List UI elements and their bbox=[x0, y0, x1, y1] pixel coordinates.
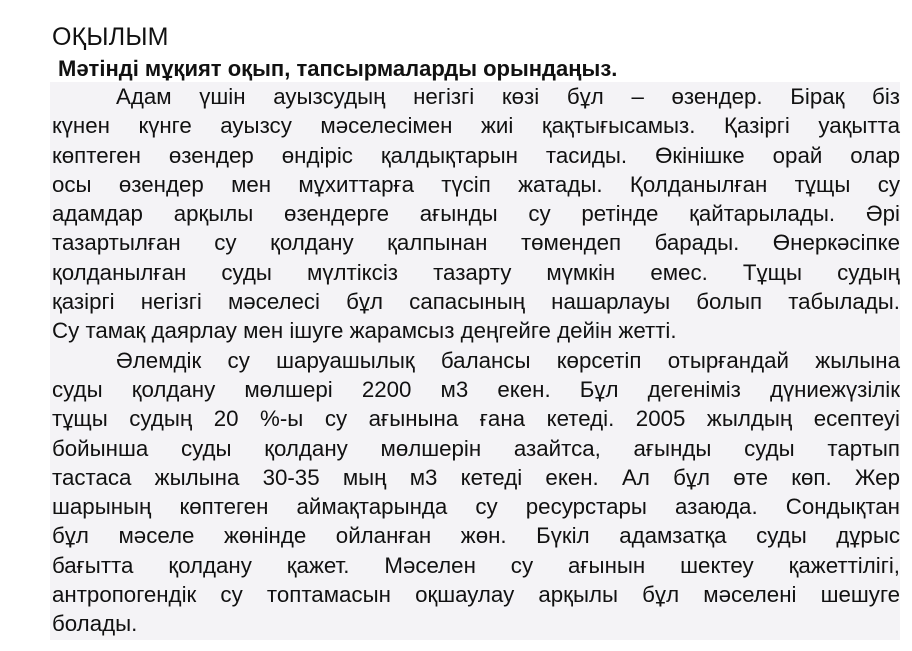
instruction-text: Мәтінді мұқият оқып, тапсырмаларды орындаңыз. bbox=[58, 56, 618, 81]
text-line: бағытта қолдану қажет. Мәселен су ағынын шектеу қажеттілігі, bbox=[52, 552, 900, 578]
page-title: ОҚЫЛЫМ bbox=[52, 23, 169, 51]
text-line: көптеген өзендер өндіріс қалдықтарын тасиды. Өкінішке орай олар bbox=[52, 142, 900, 168]
text-line: осы өзендер мен мұхиттарға түсіп жатады. Қолданылған тұщы су bbox=[52, 171, 900, 197]
text-line: Адам үшін ауызсудың негізгі көзі бұл – өзендер. Бірақ біз bbox=[116, 84, 900, 109]
paragraph-2 bbox=[50, 346, 900, 639]
text-line: Әлемдік су шаруашылық балансы көрсетіп отырғандай жылына bbox=[116, 347, 900, 373]
text-line: қазіргі негізгі мәселесі бұл сапасының нашарлауы болып табылады. bbox=[52, 289, 900, 315]
text-line: қолданылған суды мүлтіксіз тазарту мүмкін емес. Тұщы судың bbox=[52, 259, 900, 285]
text-line: адамдар арқылы өзендерге ағынды су ретінде қайтарылады. Әрі bbox=[52, 201, 900, 227]
text-line: бойынша суды қолдану мөлшерін азайтса, ағынды суды тартып bbox=[52, 435, 900, 461]
text-line: болады. bbox=[52, 611, 138, 637]
text-line: тастаса жылына 30-35 мың м3 кетеді екен. Ал бұл өте көп. Жер bbox=[52, 464, 900, 490]
reading-text-block bbox=[50, 82, 900, 640]
text-line: антропогендік су топтамасын оқшаулау арқылы бұл мәселені шешуге bbox=[52, 582, 900, 608]
text-line: Су тамақ даярлау мен ішуге жарамсыз деңгейге дейін жетті. bbox=[52, 318, 677, 344]
text-line: тазартылған су қолдану қалпынан төмендеп барады. Өнеркәсіпке bbox=[52, 230, 900, 256]
text-line: бұл мәселе жөнінде ойланған жөн. Бүкіл адамзатқа суды дұрыс bbox=[52, 523, 900, 549]
text-line: шарының көптеген аймақтарында су ресурстары азаюда. Сондықтан bbox=[52, 494, 900, 520]
text-line: күнен күнге ауызсу мәселесімен жиі қақтығысамыз. Қазіргі уақытта bbox=[52, 113, 900, 139]
paragraph-1 bbox=[50, 82, 900, 346]
text-line: тұщы судың 20 %-ы су ағынына ғана кетеді. 2005 жылдың есептеуі bbox=[52, 406, 900, 432]
text-line: суды қолдану мөлшері 2200 м3 екен. Бұл дегеніміз дүниежүзілік bbox=[52, 376, 900, 402]
